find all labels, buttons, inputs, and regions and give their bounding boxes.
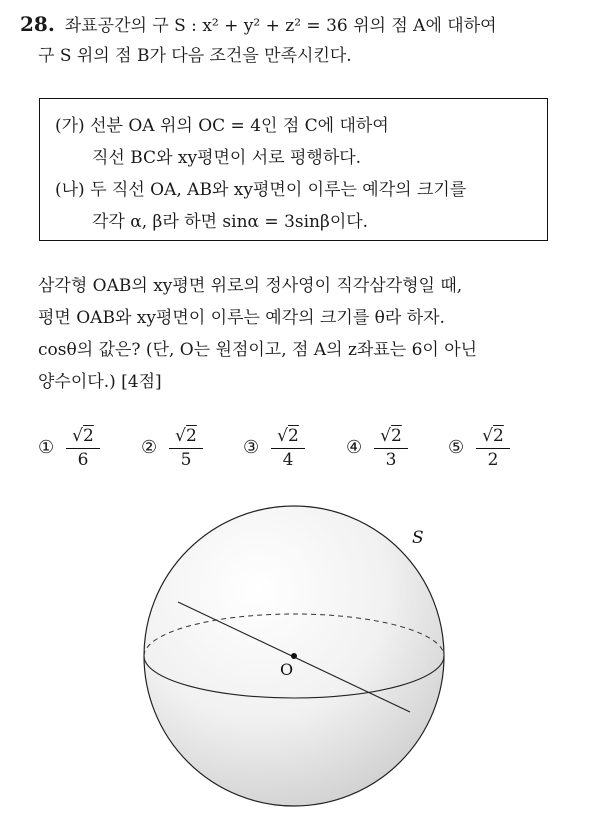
choice-fraction — [374, 425, 408, 471]
body-line-2: 평면 OAB와 xy평면이 이루는 예각의 크기를 θ라 하자. — [38, 308, 445, 328]
fraction-numerator — [169, 425, 203, 449]
sphere-figure — [0, 480, 614, 824]
choice-fraction — [169, 425, 203, 471]
center-point — [291, 653, 297, 659]
condition-na-line-2: 각각 α, β라 하면 sinα = 3sinβ이다. — [92, 212, 369, 232]
sqrt-icon: √ — [482, 426, 493, 446]
sqrt-icon: √ — [380, 426, 391, 446]
fraction-numerator — [271, 425, 305, 449]
condition-na-line-1: (나) 두 직선 OA, AB와 xy평면이 이루는 예각의 크기를 — [55, 180, 467, 200]
choice-marker: ① — [38, 437, 55, 458]
choice-marker: ④ — [346, 437, 363, 458]
choice-fraction — [66, 425, 100, 471]
choice-fraction — [476, 425, 510, 471]
stem-text-1: 좌표공간의 구 S : x² + y² + z² = 36 위의 점 A에 대하여 — [64, 16, 497, 36]
fraction-denominator: 3 — [385, 450, 397, 470]
sqrt-icon: √ — [72, 426, 83, 446]
body-line-4: 양수이다.) [4점] — [38, 372, 162, 392]
choice-fraction — [271, 425, 305, 471]
fraction-denominator: 2 — [487, 450, 499, 470]
fraction-numerator — [374, 425, 408, 449]
fraction-numerator — [66, 425, 100, 449]
sphere-label: S — [412, 528, 424, 548]
choice-marker: ⑤ — [448, 437, 465, 458]
sqrt-argument: 2 — [391, 426, 402, 446]
sqrt-argument: 2 — [186, 426, 197, 446]
sqrt-argument: 2 — [493, 426, 504, 446]
fraction-denominator: 5 — [180, 450, 192, 470]
choice-marker: ② — [141, 437, 158, 458]
sqrt-icon: √ — [175, 426, 186, 446]
body-line-3: cosθ의 값은? (단, O는 원점이고, 점 A의 z좌표는 6이 아닌 — [38, 340, 478, 360]
stem-line-2: 구 S 위의 점 B가 다음 조건을 만족시킨다. — [38, 46, 352, 66]
condition-ga-line-2: 직선 BC와 xy평면이 서로 평행하다. — [92, 148, 362, 168]
fraction-denominator: 6 — [77, 450, 89, 470]
sqrt-icon: √ — [277, 426, 288, 446]
sqrt-argument: 2 — [83, 426, 94, 446]
condition-ga-line-1: (가) 선분 OA 위의 OC = 4인 점 C에 대하여 — [55, 116, 389, 136]
sqrt-argument: 2 — [288, 426, 299, 446]
fraction-denominator: 4 — [282, 450, 294, 470]
stem-line-1 — [20, 12, 497, 38]
fraction-numerator — [476, 425, 510, 449]
answer-choices — [0, 425, 614, 477]
choice-marker: ③ — [243, 437, 260, 458]
question-number: 28. — [20, 12, 55, 36]
center-label: O — [280, 660, 294, 679]
body-line-1: 삼각형 OAB의 xy평면 위로의 정사영이 직각삼각형일 때, — [38, 276, 463, 296]
